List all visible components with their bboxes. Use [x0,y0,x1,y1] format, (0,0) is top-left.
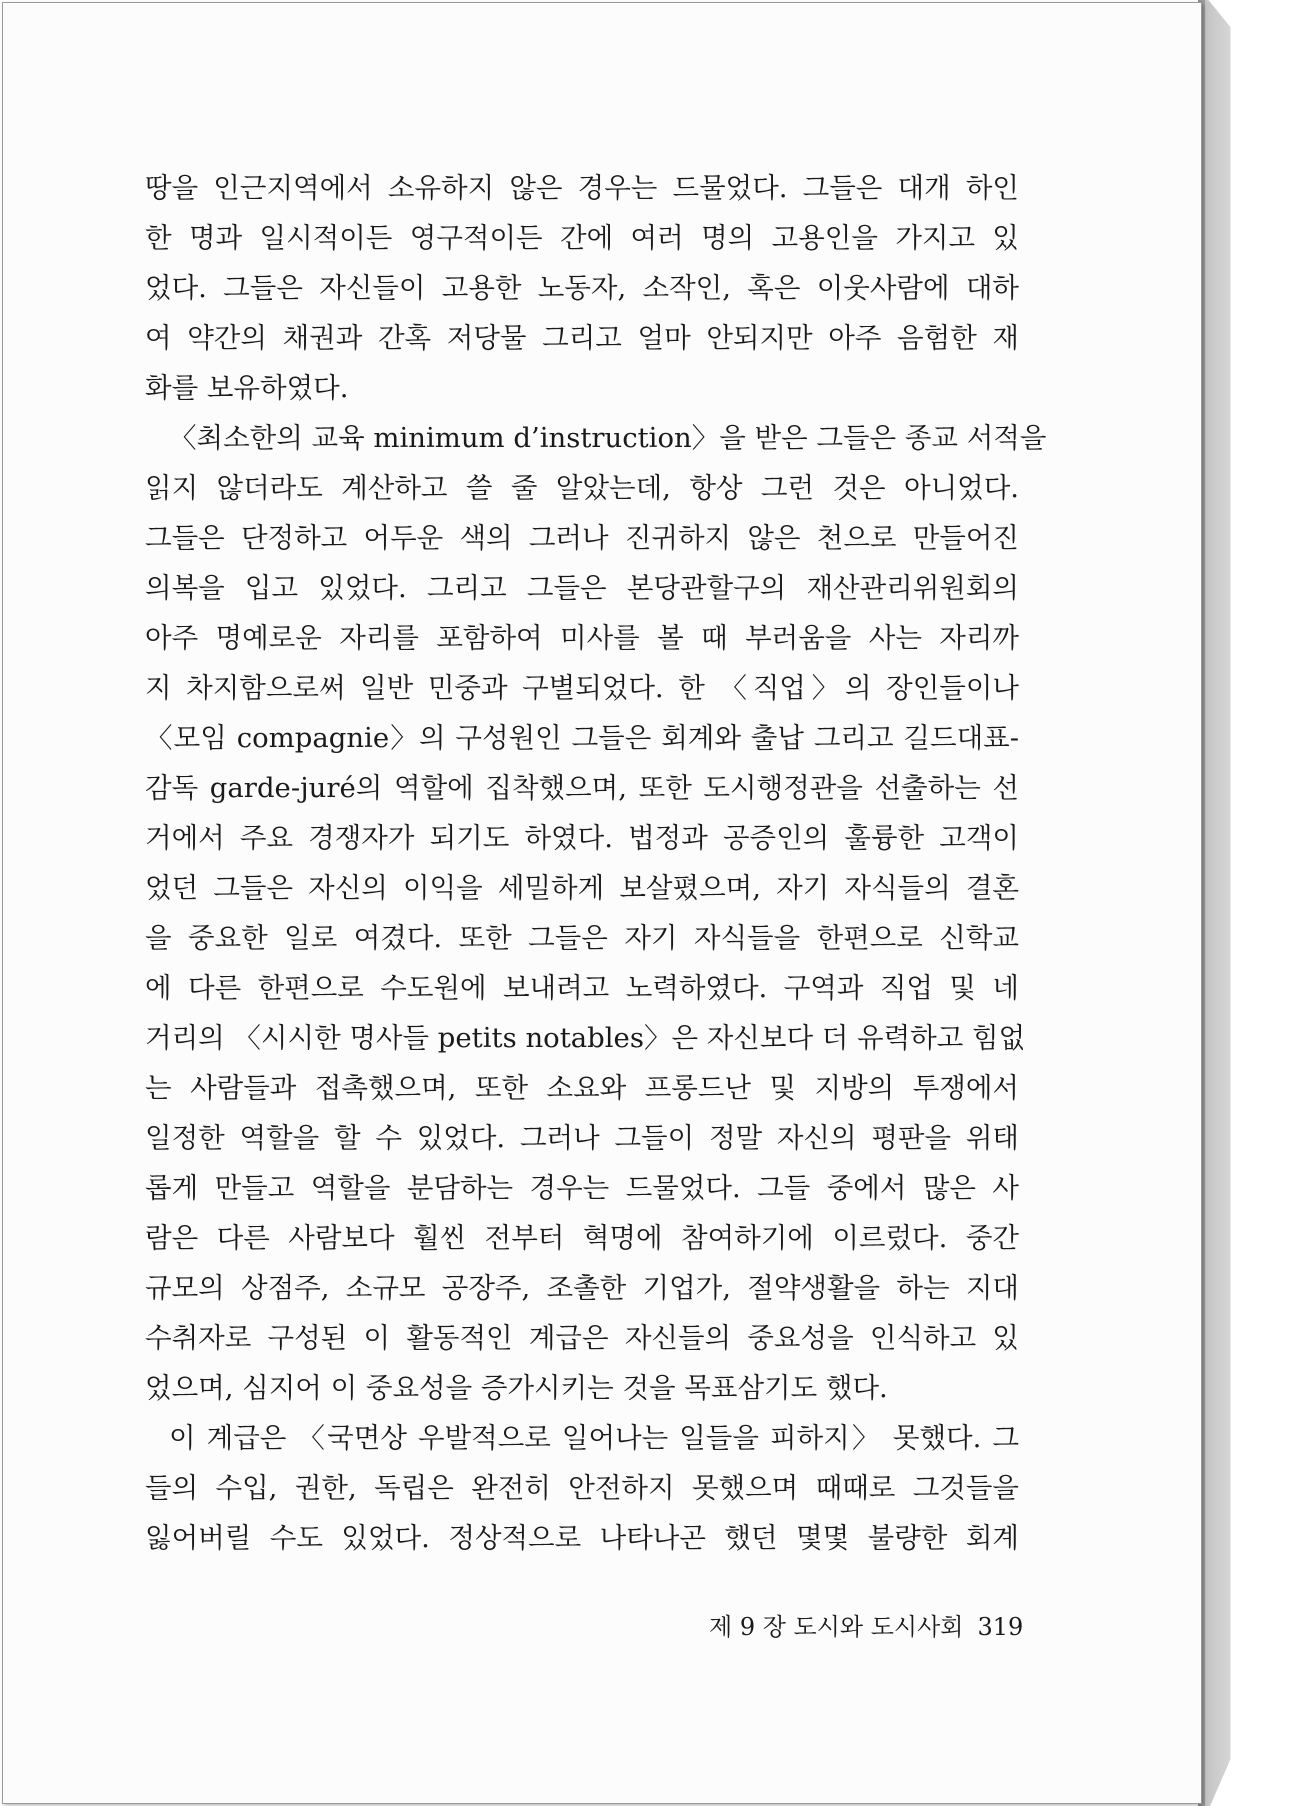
book-page-edge [1205,0,1290,1806]
text-line: 거리의 〈시시한 명사들 petits notables〉은 자신보다 더 유력하고 힘없 [145,1022,1026,1054]
text-line: 잃어버릴 수도 있었다. 정상적으로 나타나곤 했던 몇몇 불량한 회계 [145,1522,1019,1554]
text-line: 었다. 그들은 자신들이 고용한 노동자, 소작인, 혹은 이웃사람에 대하 [145,272,1019,304]
text-line: 롭게 만들고 역할을 분담하는 경우는 드물었다. 그들 중에서 많은 사 [145,1172,1019,1204]
body-text [145,163,1047,1563]
text-line: 아주 명예로운 자리를 포함하여 미사를 볼 때 부러움을 사는 자리까 [145,622,1019,654]
text-line: 람은 다른 사람보다 훨씬 전부터 혁명에 참여하기에 이르렀다. 중간 [145,1222,1019,1254]
text-line: 일정한 역할을 할 수 있었다. 그러나 그들이 정말 자신의 평판을 위태 [145,1122,1019,1154]
text-line: 한 명과 일시적이든 영구적이든 간에 여러 명의 고용인을 가지고 있 [145,222,1019,254]
text-line: 수취자로 구성된 이 활동적인 계급은 자신들의 중요성을 인식하고 있 [145,1322,1019,1354]
text-line: 규모의 상점주, 소규모 공장주, 조촐한 기업가, 절약생활을 하는 지대 [145,1272,1019,1304]
text-line: 화를 보유하였다. [145,372,349,404]
chapter-title: 제 9 장 도시와 도시사회 [709,1613,964,1641]
text-line: 땅을 인근지역에서 소유하지 않은 경우는 드물었다. 그들은 대개 하인 [145,172,1019,204]
book-page [2,2,1202,1804]
text-line: 그들은 단정하고 어두운 색의 그러나 진귀하지 않은 천으로 만들어진 [145,522,1019,554]
text-line: 에 다른 한편으로 수도원에 보내려고 노력하였다. 구역과 직업 및 네 [145,972,1019,1004]
text-line: 을 중요한 일로 여겼다. 또한 그들은 자기 자식들을 한편으로 신학교 [145,922,1019,954]
text-line: 〈최소한의 교육 minimum d’instruction〉을 받은 그들은 종교 서적을 [169,422,1047,454]
text-line: 여 약간의 채권과 간혹 저당물 그리고 얼마 안되지만 아주 음험한 재 [145,322,1019,354]
text-line: 들의 수입, 권한, 독립은 완전히 안전하지 못했으며 때때로 그것들을 [145,1472,1019,1504]
text-line: 었던 그들은 자신의 이익을 세밀하게 보살폈으며, 자기 자식들의 결혼 [145,872,1019,904]
text-line: 감독 garde-juré의 역할에 집착했으며, 또한 도시행정관을 선출하는 선 [145,772,1019,804]
text-line: 의복을 입고 있었다. 그리고 그들은 본당관할구의 재산관리위원회의 [145,572,1019,604]
page-number: 319 [977,1613,1024,1641]
text-line: 지 차지함으로써 일반 민중과 구별되었다. 한 〈직업〉의 장인들이나 [145,672,1019,704]
text-line: 읽지 않더라도 계산하고 쓸 줄 알았는데, 항상 그런 것은 아니었다. [145,472,1019,504]
text-line: 〈모임 compagnie〉의 구성원인 그들은 회계와 출납 그리고 길드대표- [145,722,1019,754]
page-footer [709,1607,1024,1642]
text-line: 는 사람들과 접촉했으며, 또한 소요와 프롱드난 및 지방의 투쟁에서 [145,1072,1019,1104]
text-line: 이 계급은 〈국면상 우발적으로 일어나는 일들을 피하지〉 못했다. 그 [169,1422,1019,1454]
text-line: 거에서 주요 경쟁자가 되기도 하였다. 법정과 공증인의 훌륭한 고객이 [145,822,1019,854]
text-line: 었으며, 심지어 이 중요성을 증가시키는 것을 목표삼기도 했다. [145,1372,888,1404]
